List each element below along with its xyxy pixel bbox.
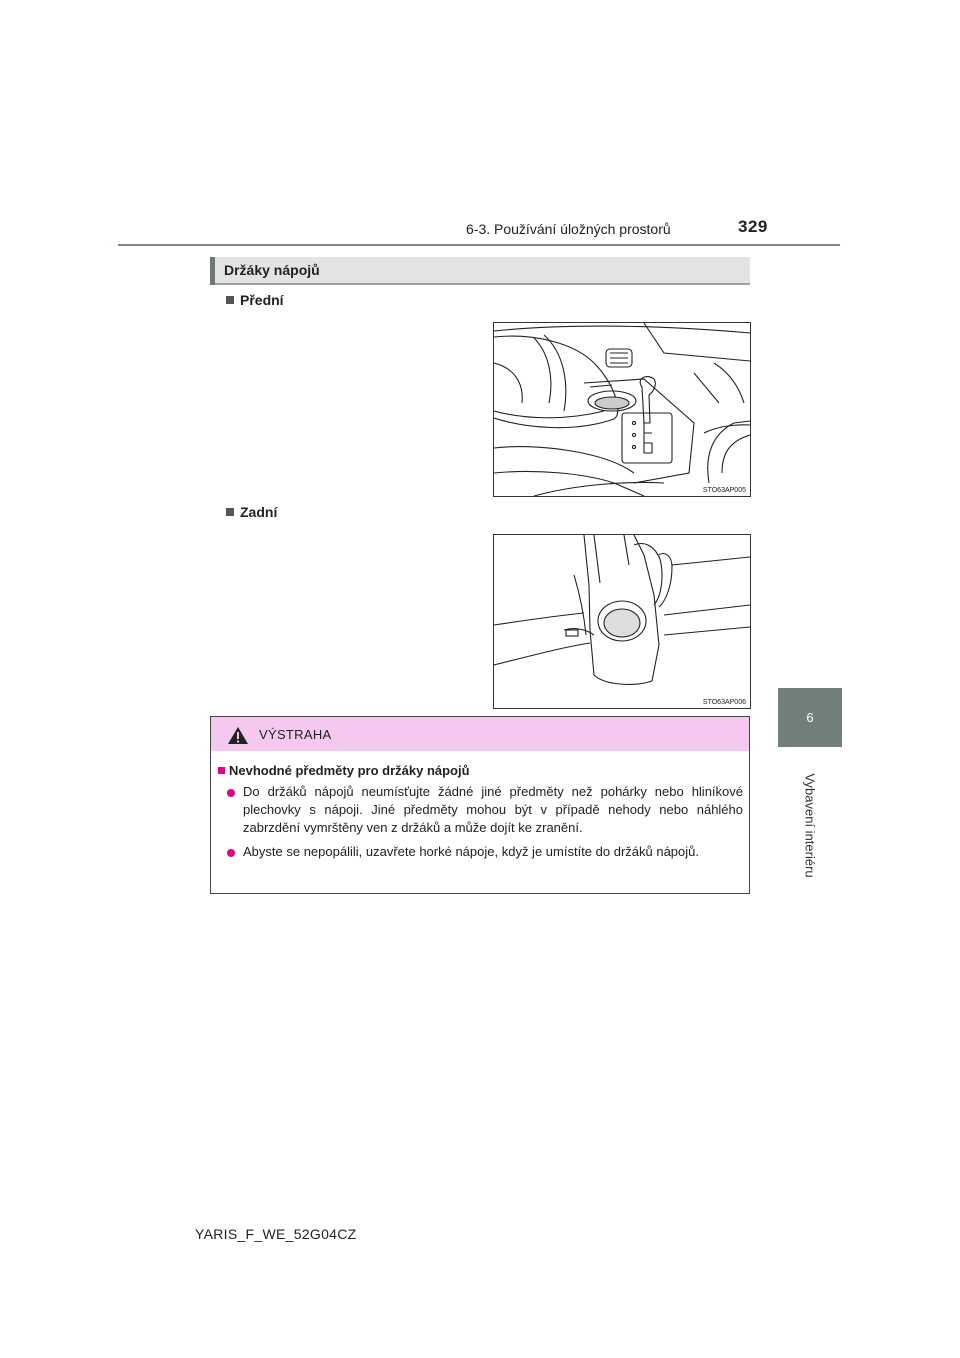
figure-rear-cupholder	[493, 534, 751, 709]
square-bullet-icon	[226, 296, 234, 304]
header-rule	[118, 244, 840, 246]
figure-front-code: STO63AP005	[702, 487, 746, 494]
document-code: YARIS_F_WE_52G04CZ	[195, 1226, 357, 1242]
chapter-number: 6	[806, 710, 814, 725]
page-number: 329	[738, 217, 768, 236]
warning-triangle-icon	[227, 726, 249, 745]
chapter-label: Vybavení interiéru	[802, 773, 818, 878]
warning-bullet-1: Do držáků nápojů neumísťujte žádné jiné předměty než pohárky nebo hliníkové plechovky s nápoji. Jiné předměty mohou být v případě nehody nebo náhlého zabrzdění vymrštěny ven z držáků a může dojít ke zranění.	[243, 784, 743, 835]
front-cupholder-illustration	[494, 323, 750, 496]
subsection-front-label: Přední	[240, 292, 284, 308]
subsection-front	[226, 292, 284, 308]
round-bullet-icon	[227, 789, 235, 797]
section-heading: Držáky nápojů	[224, 262, 320, 278]
section-heading-bar	[210, 257, 750, 285]
figure-rear-code: STO63AP006	[702, 699, 746, 706]
figure-front-cupholder	[493, 322, 751, 497]
subsection-rear-label: Zadní	[240, 504, 278, 520]
warning-subheading: Nevhodné předměty pro držáky nápojů	[229, 763, 470, 778]
chapter-tab	[778, 688, 842, 747]
round-bullet-icon	[227, 849, 235, 857]
warning-box	[210, 716, 750, 894]
square-bullet-icon	[226, 508, 234, 516]
subsection-rear	[226, 504, 277, 520]
warning-bullet-2: Abyste se nepopálili, uzavřete horké nápoje, když je umístíte do držáků nápojů.	[243, 844, 699, 859]
square-bullet-icon	[218, 767, 225, 774]
warning-title: VÝSTRAHA	[259, 727, 332, 742]
rear-cupholder-illustration	[494, 535, 750, 708]
section-title: 6-3. Používání úložných prostorů	[466, 221, 671, 237]
warning-header	[211, 717, 749, 751]
heading-accent	[210, 257, 215, 285]
